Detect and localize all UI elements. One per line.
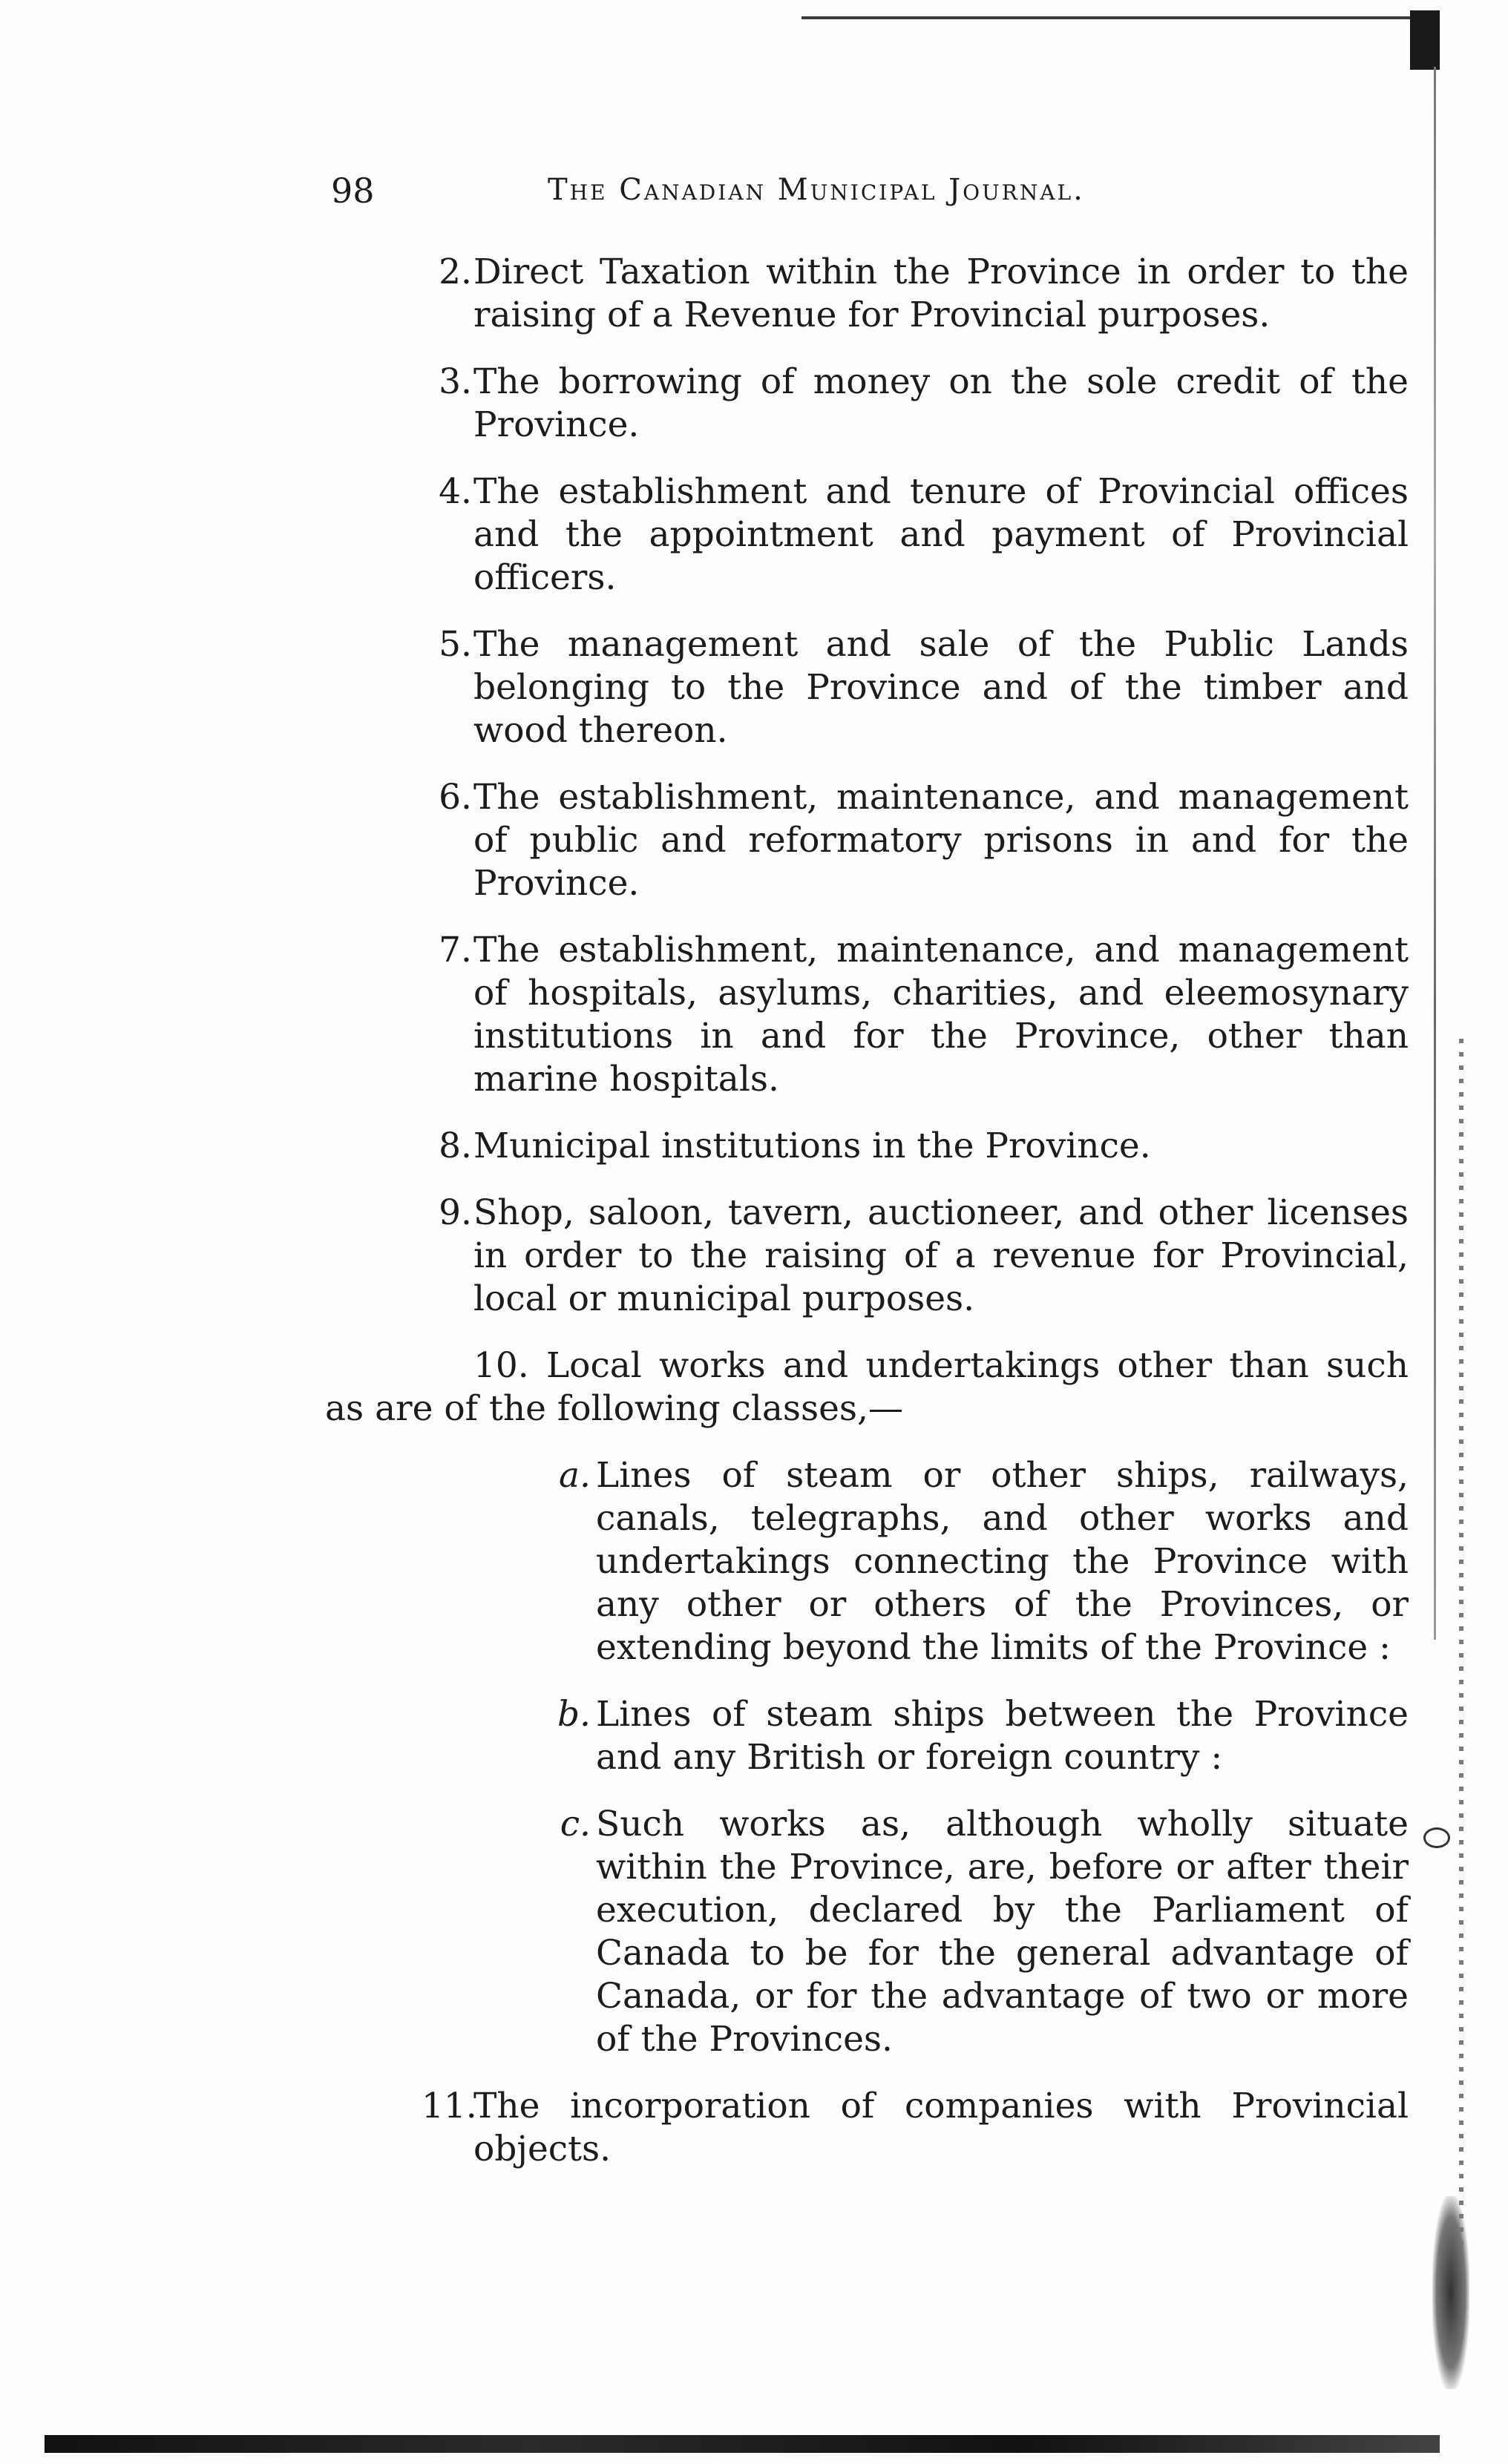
item-number: 4.: [439, 471, 472, 512]
item-text: Direct Taxation within the Province in order to the raising of a Revenue for Provincial purposes.: [473, 252, 1409, 335]
item-number: 7.: [439, 930, 472, 970]
list-item: [325, 929, 1409, 1101]
item-text: The establishment and tenure of Provincial offices and the appointment and payment of Provincial officers.: [473, 471, 1409, 598]
sub-item-letter: c.: [560, 1804, 591, 1844]
sub-item: [325, 1454, 1409, 1669]
list-item: [325, 2085, 1409, 2171]
item-text: The management and sale of the Public Lands belonging to the Province and of the timber and wood thereon.: [473, 624, 1409, 751]
item-number: 11.: [422, 2086, 477, 2126]
sub-item-text: Lines of steam ships between the Province and any British or foreign country :: [596, 1694, 1409, 1778]
list-item: [325, 470, 1409, 599]
sub-item-text: Such works as, although wholly situate within the Province, are, before or after their execution, declared by the Parliament of Canada to be for the general advantage of Canada, or for the advantage of two or more of the Provinces.: [596, 1804, 1409, 2060]
list-item: [325, 1344, 1409, 1430]
sub-item: [325, 1693, 1409, 1779]
list-item: [325, 623, 1409, 752]
running-head: The Canadian Municipal Journal.: [548, 173, 1085, 207]
item-number: 3.: [439, 361, 472, 402]
scan-edge-right: [1434, 67, 1436, 1640]
item-text: Municipal institutions in the Province.: [473, 1126, 1151, 1166]
item-number: 5.: [439, 624, 472, 665]
item-number: 10.: [473, 1345, 529, 1386]
sub-item-text: Lines of steam or other ships, railways, canals, telegraphs, and other works and undertakings connecting the Province with any other or others of the Provinces, or extending beyond the limits of the Province :: [596, 1455, 1409, 1668]
sub-item-letter: a.: [559, 1455, 591, 1496]
scan-edge-top: [801, 16, 1440, 19]
list-item: [325, 361, 1409, 447]
page-number: 98: [331, 171, 375, 211]
list-item: [325, 776, 1409, 905]
item-text: The establishment, maintenance, and management of public and reformatory prisons in and for the Province.: [473, 777, 1409, 904]
sub-item-letter: b.: [557, 1694, 591, 1735]
item-number: 8.: [439, 1126, 472, 1166]
item-number: 9.: [439, 1192, 472, 1233]
list-item: [325, 1125, 1409, 1168]
list-item: [325, 1192, 1409, 1321]
sub-item: [325, 1803, 1409, 2061]
scan-circle-mark: [1423, 1827, 1450, 1848]
item-number: 2.: [439, 252, 472, 292]
body-text: [325, 251, 1409, 2195]
item-text: Shop, saloon, tavern, auctioneer, and other licenses in order to the raising of a revenue for Provincial, local or municipal purposes.: [473, 1192, 1409, 1319]
item-number: 6.: [439, 777, 472, 818]
list-item: [325, 251, 1409, 337]
scan-edge-right-dots: [1459, 1039, 1463, 2345]
scan-edge-bottom: [45, 2435, 1440, 2453]
item-text: The borrowing of money on the sole credit of the Province.: [473, 361, 1409, 445]
scan-edge-blob: [1432, 2196, 1469, 2389]
item-text: Local works and undertakings other than such as are of the following classes,—: [325, 1345, 1409, 1429]
item-text: The establishment, maintenance, and management of hospitals, asylums, charities, and eleemosynary institutions in and for the Province, other than marine hospitals.: [473, 930, 1409, 1100]
scan-corner-mark: [1410, 10, 1440, 70]
item-text: The incorporation of companies with Provincial objects.: [473, 2086, 1409, 2169]
